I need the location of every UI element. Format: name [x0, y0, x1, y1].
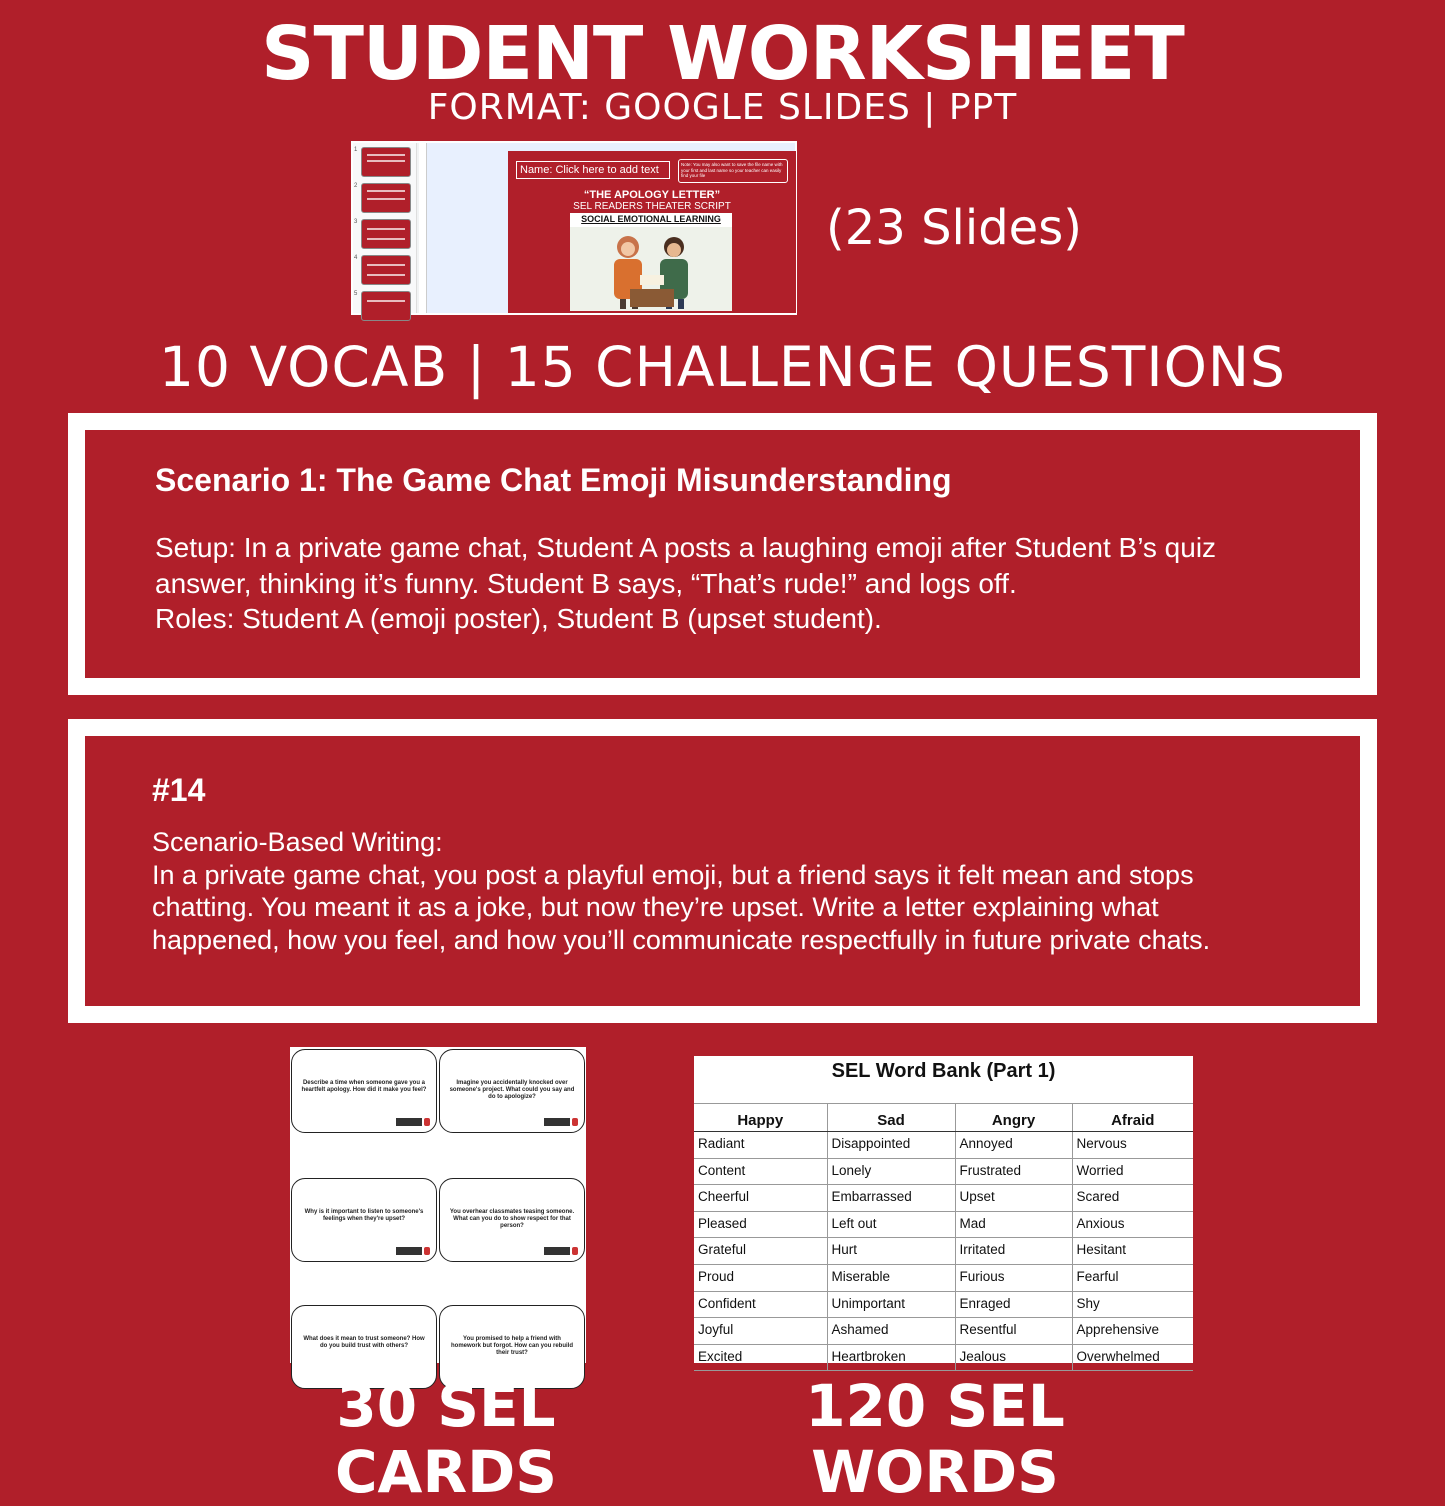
word-cell: Left out [827, 1211, 955, 1238]
word-cell: Radiant [694, 1132, 827, 1159]
scenario-card-inner [85, 430, 1360, 678]
word-cell: Lonely [827, 1158, 955, 1185]
word-cell: Apprehensive [1072, 1318, 1193, 1345]
scenario-setup: Setup: In a private game chat, Student A posts a laughing emoji after Student B’s quiz answer, thinking it’s funny. Student B says, “That’s rude!” and logs off. [155, 532, 1217, 599]
column-header: Angry [955, 1104, 1072, 1132]
vertical-ruler [419, 143, 427, 313]
slide-illustration [570, 213, 732, 311]
sel-card [291, 1049, 437, 1133]
slide-thumbnail [361, 291, 411, 321]
scenario-title: Scenario 1: The Game Chat Emoji Misunderstanding [155, 462, 952, 498]
table-row [694, 1344, 1193, 1371]
name-textbox: Name: Click here to add text [516, 161, 670, 179]
word-cell: Furious [955, 1264, 1072, 1291]
table-row [694, 1238, 1193, 1265]
card-logo-icon [396, 1118, 422, 1126]
sel-card-text: What does it mean to trust someone? How do you build trust with others? [303, 1336, 425, 1349]
current-slide [508, 151, 796, 313]
word-cell: Pleased [694, 1211, 827, 1238]
word-cell: Anxious [1072, 1211, 1193, 1238]
word-cell: Worried [1072, 1158, 1193, 1185]
word-bank-table [694, 1103, 1193, 1371]
sel-card [439, 1178, 585, 1262]
word-cell: Disappointed [827, 1132, 955, 1159]
table-row [694, 1158, 1193, 1185]
sel-word-bank [694, 1056, 1193, 1363]
scenario-card [68, 413, 1377, 695]
slides-count: (23 Slides) [826, 200, 1082, 256]
word-cell: Fearful [1072, 1264, 1193, 1291]
word-cell: Frustrated [955, 1158, 1072, 1185]
sel-card-text: Describe a time when someone gave you a heartfelt apology. How did it make you feel? [301, 1080, 427, 1093]
thumbnail-number: 1 [354, 147, 358, 153]
card-logo-icon [544, 1118, 570, 1126]
slide-thumbnail [361, 183, 411, 213]
kids-illustration [570, 213, 732, 311]
slide-thumbnail [361, 219, 411, 249]
slide-thumbnail-strip [353, 143, 417, 313]
word-cell: Hesitant [1072, 1238, 1193, 1265]
table-row [694, 1185, 1193, 1212]
table-row [694, 1291, 1193, 1318]
word-cell: Hurt [827, 1238, 955, 1265]
slide-subtitle: SEL READERS THEATER SCRIPT [573, 201, 731, 212]
word-bank-title: SEL Word Bank (Part 1) [831, 1060, 1056, 1082]
question-text: In a private game chat, you post a playful emoji, but a friend says it felt mean and stops chatting. You meant it as a joke, but now they’re upset. Write a letter explaining what happened, how you feel, and how you’ll communicate respectfully in future private chats. [152, 859, 1211, 955]
thumbnail-number: 5 [354, 291, 358, 297]
scenario-body [155, 530, 1305, 637]
card-badge-icon [424, 1118, 430, 1126]
question-card [68, 719, 1377, 1023]
words-caption: 120 SEL WORDS [805, 1372, 1065, 1506]
word-cell: Miserable [827, 1264, 955, 1291]
word-cell: Shy [1072, 1291, 1193, 1318]
card-logo-icon [544, 1247, 570, 1255]
sel-card [439, 1049, 585, 1133]
word-cell: Excited [694, 1344, 827, 1371]
word-cell: Jealous [955, 1344, 1072, 1371]
sel-cards-preview [290, 1047, 586, 1363]
slides-preview-image [351, 141, 797, 315]
card-badge-icon [572, 1247, 578, 1255]
word-cell: Mad [955, 1211, 1072, 1238]
word-cell: Annoyed [955, 1132, 1072, 1159]
word-cell: Confident [694, 1291, 827, 1318]
word-cell: Ashamed [827, 1318, 955, 1345]
vocab-questions-line: 10 VOCAB | 15 CHALLENGE QUESTIONS [159, 335, 1286, 399]
format-subtitle: FORMAT: GOOGLE SLIDES | PPT [427, 87, 1018, 128]
table-row [694, 1132, 1193, 1159]
sel-card-text: You promised to help a friend with homework but forgot. How can you rebuild their trust? [450, 1336, 573, 1356]
sel-card-text: You overhear classmates teasing someone. What can you do to show respect for that person? [449, 1209, 575, 1229]
word-cell: Upset [955, 1185, 1072, 1212]
cards-caption: 30 SEL CARDS [334, 1372, 558, 1506]
word-cell: Cheerful [694, 1185, 827, 1212]
card-badge-icon [424, 1247, 430, 1255]
slide-title: “THE APOLOGY LETTER” [583, 189, 721, 201]
table-row [694, 1318, 1193, 1345]
column-header: Happy [694, 1104, 827, 1132]
thumbnail-number: 2 [354, 183, 358, 189]
scenario-roles: Roles: Student A (emoji poster), Student B (upset student). [155, 603, 882, 634]
word-cell: Heartbroken [827, 1344, 955, 1371]
page-title: STUDENT WORKSHEET [261, 11, 1184, 97]
note-textbox: Note: You may also want to save the file name with your first and last name so your teacher can easily find your file [678, 159, 788, 183]
word-cell: Joyful [694, 1318, 827, 1345]
slide-banner: SOCIAL EMOTIONAL LEARNING [581, 214, 721, 224]
word-cell: Grateful [694, 1238, 827, 1265]
sel-card-text: Imagine you accidentally knocked over someone's project. What could you say and do to apologize? [449, 1080, 575, 1100]
word-cell: Nervous [1072, 1132, 1193, 1159]
word-cell: Resentful [955, 1318, 1072, 1345]
column-header: Afraid [1072, 1104, 1193, 1132]
word-cell: Unimportant [827, 1291, 955, 1318]
word-cell: Irritated [955, 1238, 1072, 1265]
question-card-inner [85, 736, 1360, 1006]
thumbnail-number: 3 [354, 219, 358, 225]
sel-card [291, 1178, 437, 1262]
slide-thumbnail [361, 147, 411, 177]
column-header: Sad [827, 1104, 955, 1132]
card-logo-icon [396, 1247, 422, 1255]
question-heading: Scenario-Based Writing: [152, 827, 443, 857]
word-bank-header-row [694, 1104, 1193, 1132]
question-body [152, 826, 1272, 956]
thumbnail-number: 4 [354, 255, 358, 261]
sel-card-text: Why is it important to listen to someone's feelings when they're upset? [304, 1209, 424, 1222]
question-number: #14 [152, 772, 206, 808]
slide-thumbnail [361, 255, 411, 285]
word-cell: Embarrassed [827, 1185, 955, 1212]
card-badge-icon [572, 1118, 578, 1126]
word-cell: Enraged [955, 1291, 1072, 1318]
word-cell: Proud [694, 1264, 827, 1291]
word-cell: Content [694, 1158, 827, 1185]
word-cell: Scared [1072, 1185, 1193, 1212]
table-row [694, 1211, 1193, 1238]
table-row [694, 1264, 1193, 1291]
word-cell: Overwhelmed [1072, 1344, 1193, 1371]
